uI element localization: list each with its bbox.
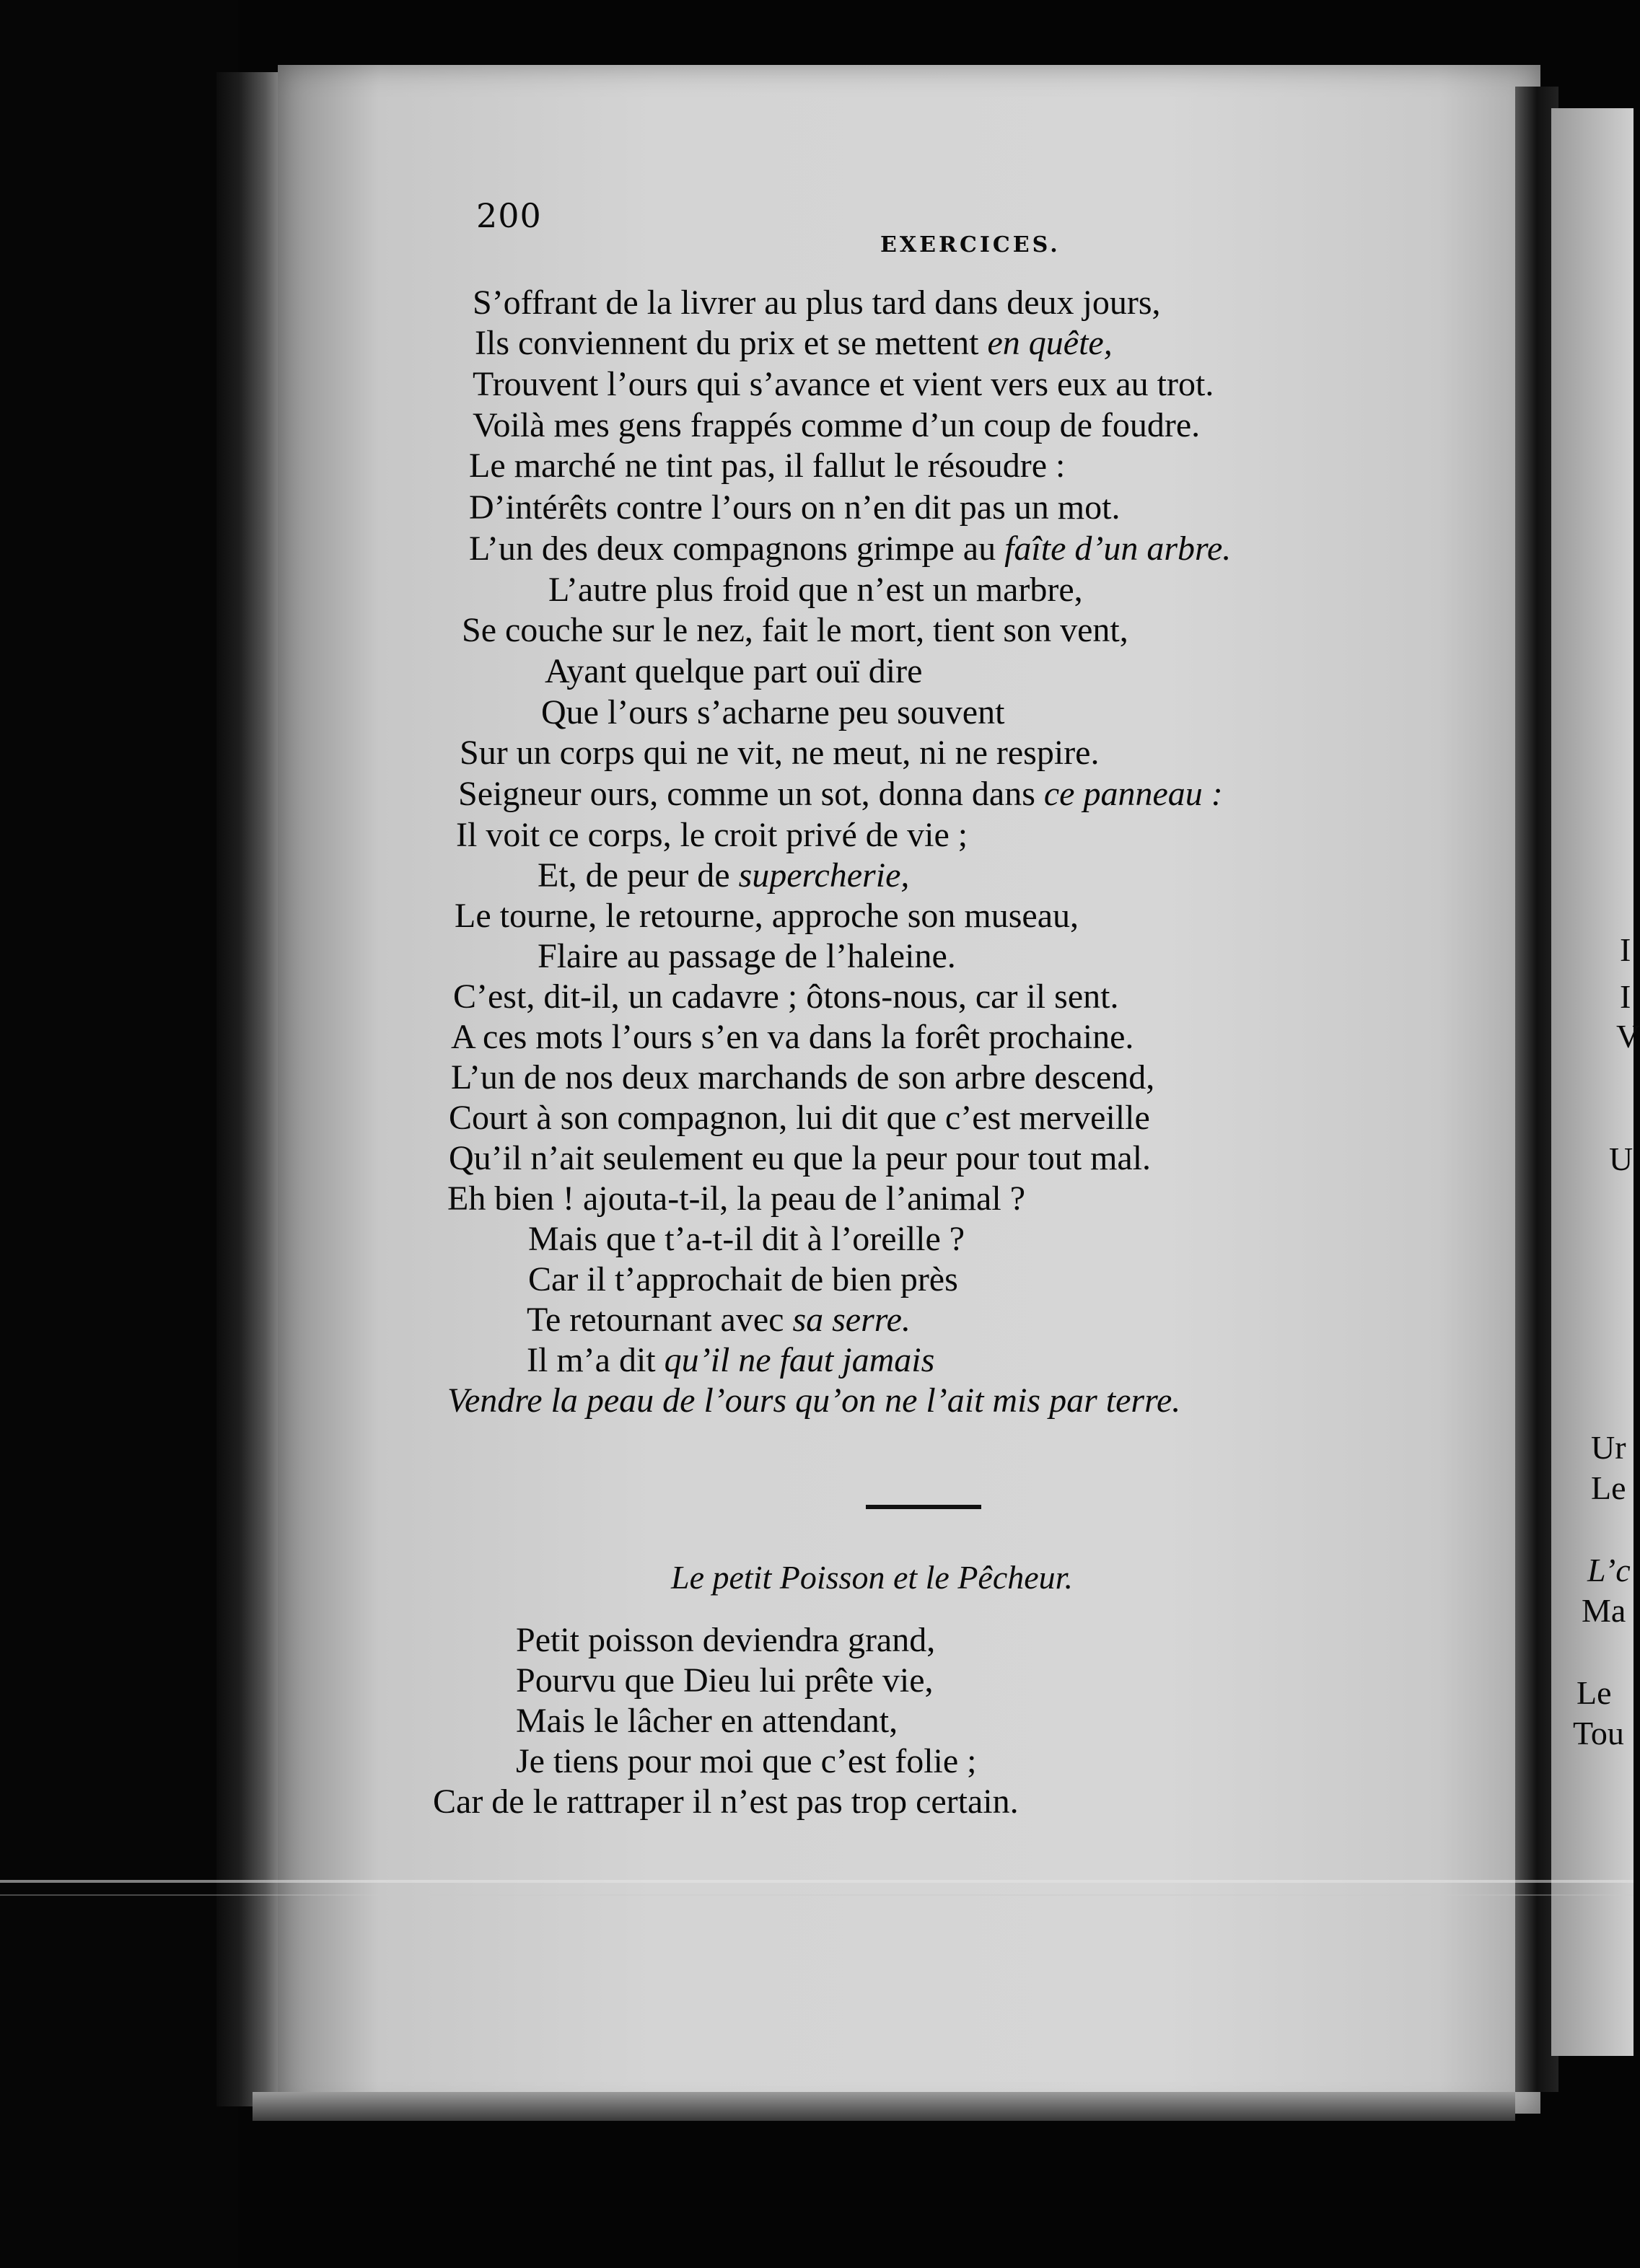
- facing-page-fragment: I: [1620, 978, 1631, 1015]
- facing-page-fragment: Ma: [1582, 1592, 1626, 1629]
- poem-line: L’un de nos deux marchands de son arbre descend,: [451, 1058, 1155, 1096]
- running-head: EXERCICES.: [880, 232, 1061, 258]
- poem-line: Car il t’approchait de bien près: [528, 1260, 958, 1298]
- scan-artifact-line: [0, 1880, 1634, 1883]
- poem-line: Et, de peur de supercherie,: [538, 856, 910, 895]
- poem-line: Trouvent l’ours qui s’avance et vient vers eux au trot.: [473, 365, 1214, 403]
- fable-line: Mais le lâcher en attendant,: [516, 1702, 898, 1740]
- section-divider: [866, 1505, 981, 1509]
- poem-line: Qu’il n’ait seulement eu que la peur pour tout mal.: [449, 1139, 1152, 1177]
- facing-page-fragment: Le: [1577, 1674, 1612, 1711]
- poem-line: Il m’a dit qu’il ne faut jamais: [527, 1341, 935, 1379]
- facing-page-fragment: Ur: [1591, 1429, 1626, 1466]
- facing-page-fragment: I: [1620, 931, 1631, 968]
- poem-line: Ayant quelque part ouï dire: [545, 652, 923, 690]
- poem-line: Mais que t’a-t-il dit à l’oreille ?: [528, 1220, 965, 1258]
- page-edge: [253, 2092, 1515, 2121]
- poem-line: Voilà mes gens frappés comme d’un coup de foudre.: [473, 406, 1201, 444]
- poem-line: D’intérêts contre l’ours on n’en dit pas un mot.: [469, 488, 1121, 527]
- poem-line: Ils conviennent du prix et se mettent en quête,: [475, 324, 1113, 362]
- poem-line: Te retournant avec sa serre.: [527, 1301, 911, 1339]
- facing-page-fragment: U: [1609, 1140, 1634, 1177]
- poem-line: L’un des deux compagnons grimpe au faîte d’un arbre.: [469, 529, 1232, 568]
- poem-line: Flaire au passage de l’haleine.: [538, 937, 956, 975]
- poem-line: Que l’ours s’acharne peu souvent: [541, 693, 1005, 731]
- scanner-bed: [0, 0, 238, 2268]
- poem-line: L’autre plus froid que n’est un marbre,: [548, 571, 1083, 609]
- fable-line: Car de le rattraper il n’est pas trop certain.: [433, 1783, 1019, 1821]
- facing-page-fragment: V: [1616, 1018, 1640, 1055]
- book-spine-shadow: [216, 72, 281, 2106]
- poem-line: Il voit ce corps, le croit privé de vie ;: [456, 816, 968, 854]
- fable-line: Je tiens pour moi que c’est folie ;: [516, 1742, 977, 1780]
- facing-page: [1551, 108, 1634, 2056]
- scan-artifact-line: [0, 1894, 1634, 1896]
- poem-line: Sur un corps qui ne vit, ne meut, ni ne respire.: [460, 734, 1100, 772]
- facing-page-fragment: Le: [1591, 1469, 1626, 1506]
- poem-line: Vendre la peau de l’ours qu’on ne l’ait mis par terre.: [447, 1381, 1181, 1420]
- poem-line: Seigneur ours, comme un sot, donna dans ce panneau :: [458, 775, 1223, 813]
- poem-line: S’offrant de la livrer au plus tard dans deux jours,: [473, 284, 1161, 322]
- poem-line: Le marché ne tint pas, il fallut le résoudre :: [469, 447, 1066, 485]
- poem-line: Court à son compagnon, lui dit que c’est merveille: [449, 1099, 1150, 1137]
- facing-page-fragment: Tou: [1573, 1715, 1624, 1751]
- page-number: 200: [476, 196, 542, 235]
- poem-line: Eh bien ! ajouta-t-il, la peau de l’animal ?: [447, 1179, 1025, 1218]
- poem-line: Se couche sur le nez, fait le mort, tient son vent,: [462, 611, 1128, 649]
- facing-page-fragment: L’c: [1587, 1552, 1631, 1588]
- fable-title: Le petit Poisson et le Pêcheur.: [671, 1559, 1073, 1596]
- poem-line: C’est, dit-il, un cadavre ; ôtons-nous, car il sent.: [453, 977, 1119, 1016]
- poem-line: Le tourne, le retourne, approche son museau,: [455, 897, 1079, 935]
- fable-line: Pourvu que Dieu lui prête vie,: [516, 1661, 934, 1700]
- poem-line: A ces mots l’ours s’en va dans la forêt prochaine.: [451, 1018, 1134, 1056]
- fable-line: Petit poisson deviendra grand,: [516, 1621, 936, 1659]
